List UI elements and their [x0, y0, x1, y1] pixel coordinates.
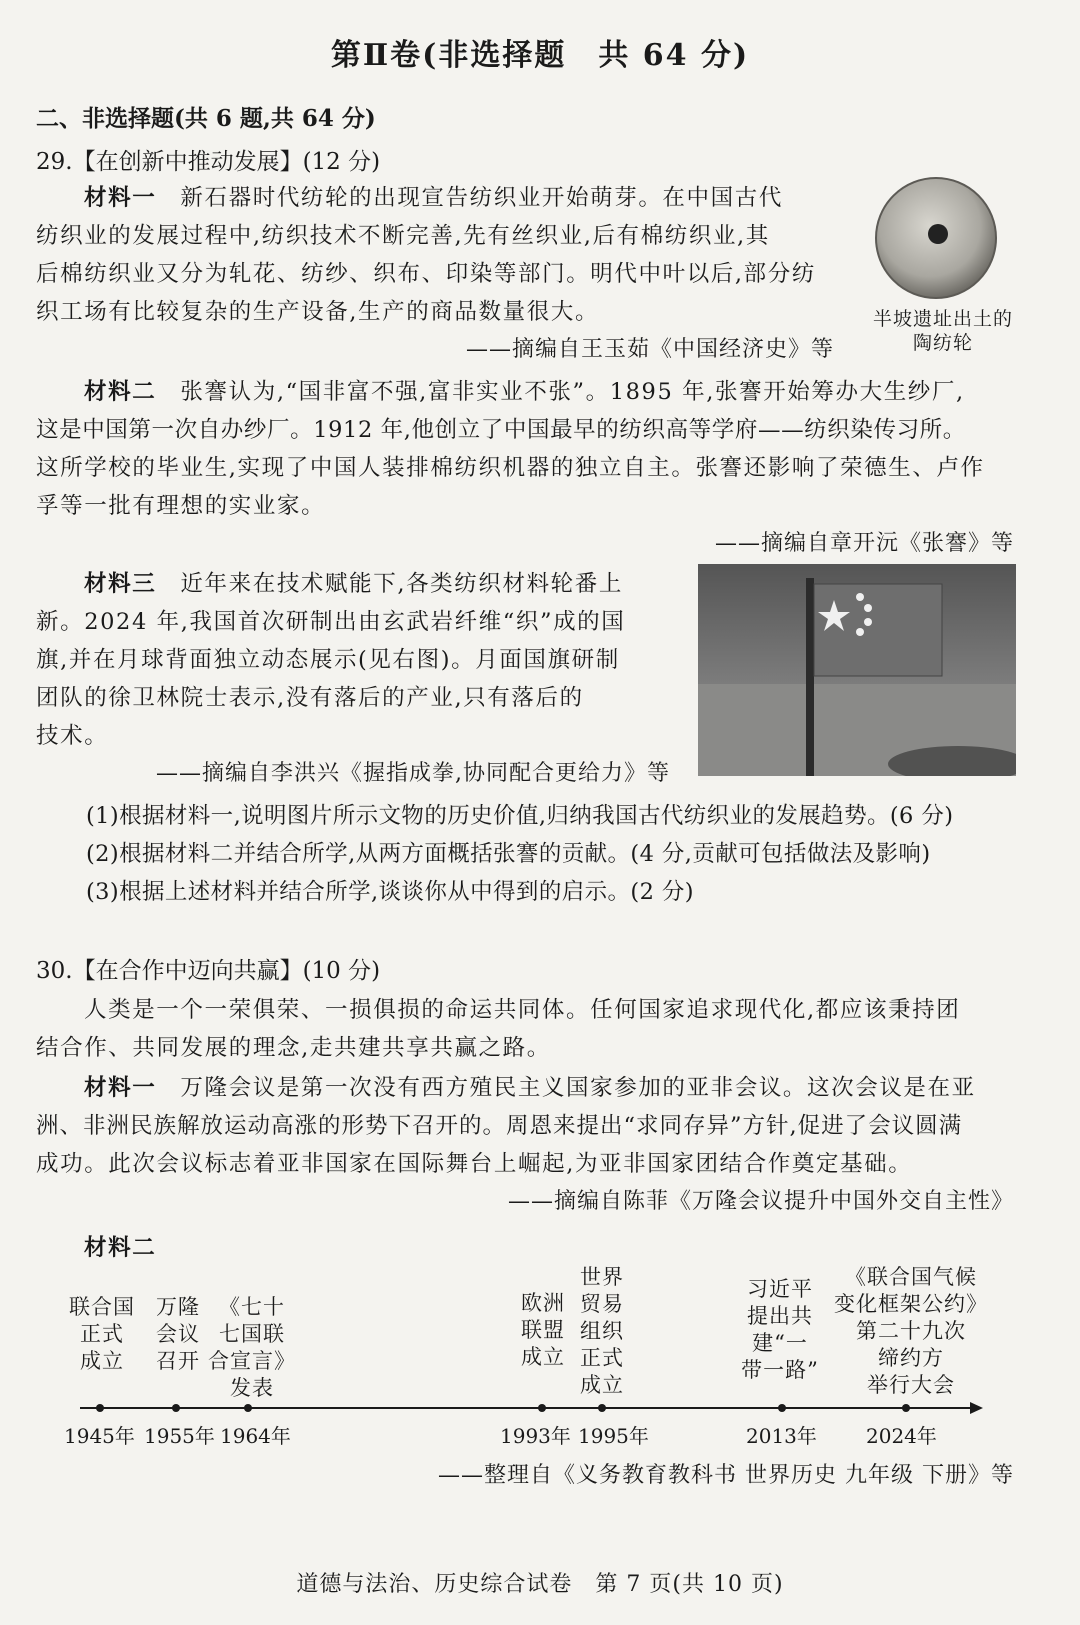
q29-heading: 29.【在创新中推动发展】(12 分) — [36, 149, 381, 175]
q29-m1-line-2: 纺织业的发展过程中,纺织技术不断完善,先有丝织业,后有棉纺织业,其 — [36, 223, 770, 249]
q29-m1-line-4: 织工场有比较复杂的生产设备,生产的商品数量很大。 — [36, 299, 600, 325]
timeline-year: 1995年 — [578, 1424, 649, 1448]
timeline-event: 欧洲 联盟 成立 — [521, 1291, 565, 1369]
section-heading: 二、非选择题(共 6 题,共 64 分) — [36, 105, 376, 132]
timeline-year: 2013年 — [746, 1424, 817, 1448]
q30-m1-label: 材料一 — [84, 1075, 157, 1101]
q29-m3-line-3: 旗,并在月球背面独立动态展示(见右图)。月面国旗研制 — [36, 647, 620, 673]
timeline-year: 1945年 — [64, 1424, 135, 1448]
q29-m3-label: 材料三 — [84, 571, 157, 597]
q29-m3-source: ——摘编自李洪兴《握指成拳,协同配合更给力》等 — [156, 761, 670, 786]
q30-m1-line-1: 材料一 万隆会议是第一次没有西方殖民主义国家参加的亚非会议。这次会议是在亚 — [84, 1075, 976, 1101]
timeline-year: 1964年 — [220, 1424, 291, 1448]
q29-m3-line-1: 材料三 近年来在技术赋能下,各类纺织材料轮番上 — [84, 571, 623, 597]
q29-m2-line-2: 这是中国第一次自办纱厂。1912 年,他创立了中国最早的纺织高等学府——纺织染传习所。 — [36, 417, 966, 443]
q30-m2-label: 材料二 — [84, 1235, 157, 1261]
timeline-year: 2024年 — [866, 1424, 937, 1448]
q29-question-2: (2)根据材料二并结合所学,从两方面概括张謇的贡献。(4 分,贡献可包括做法及影响) — [86, 841, 931, 867]
page-title: 第Ⅱ卷(非选择题 共 64 分) — [330, 38, 750, 73]
q29-m1-line-3: 后棉纺织业又分为轧花、纺纱、织布、印染等部门。明代中叶以后,部分纺 — [36, 261, 816, 287]
timeline-year: 1955年 — [144, 1424, 215, 1448]
q29-m1-label: 材料一 — [84, 185, 157, 211]
q29-m3-line-4: 团队的徐卫林院士表示,没有落后的产业,只有落后的 — [36, 685, 584, 711]
q29-m2-line-3: 这所学校的毕业生,实现了中国人装排棉纺织机器的独立自主。张謇还影响了荣德生、卢作 — [36, 455, 985, 481]
q29-m1-line-1: 材料一 新石器时代纺轮的出现宣告纺织业开始萌芽。在中国古代 — [84, 185, 783, 211]
timeline-event: 《联合国气候 变化框架公约》 第二十九次 缔约方 举行大会 — [834, 1265, 988, 1397]
q29-question-3: (3)根据上述材料并结合所学,谈谈你从中得到的启示。(2 分) — [86, 879, 694, 905]
q29-question-1: (1)根据材料一,说明图片所示文物的历史价值,归纳我国古代纺织业的发展趋势。(6 分) — [86, 803, 954, 829]
q30-m1-line-2: 洲、非洲民族解放运动高涨的形势下召开的。周恩来提出“求同存异”方针,促进了会议圆满 — [36, 1113, 963, 1139]
lunar-flag-photo — [698, 564, 1016, 776]
q30-m1-line-3: 成功。此次会议标志着亚非国家在国际舞台上崛起,为亚非国家团结合作奠定基础。 — [36, 1151, 913, 1177]
timeline-event: 世界 贸易 组织 正式 成立 — [580, 1265, 624, 1397]
timeline-year: 1993年 — [500, 1424, 571, 1448]
q30-intro-line-1: 人类是一个一荣俱荣、一损俱损的命运共同体。任何国家追求现代化,都应该秉持团 — [84, 997, 961, 1023]
image-caption-line-2: 陶纺轮 — [912, 332, 973, 354]
q30-m2-source: ——整理自《义务教育教科书 世界历史 九年级 下册》等 — [438, 1463, 1014, 1488]
timeline-event: 万隆 会议 召开 — [156, 1295, 200, 1373]
timeline-event: 《七十 七国联 合宣言》 发表 — [208, 1295, 296, 1400]
q29-m2-source: ——摘编自章开沅《张謇》等 — [714, 531, 1014, 556]
timeline-event: 联合国 正式 成立 — [69, 1295, 135, 1373]
q29-m2-line-4: 孚等一批有理想的实业家。 — [36, 493, 326, 519]
q30-intro-line-2: 结合作、共同发展的理念,走共建共享共赢之路。 — [36, 1035, 551, 1061]
timeline-event: 习近平 提出共 建“一 带一路” — [741, 1277, 819, 1382]
image-caption-line-1: 半坡遗址出土的 — [872, 308, 1013, 330]
page-footer: 道德与法治、历史综合试卷 第 7 页(共 10 页) — [296, 1572, 784, 1597]
q29-m3-line-5: 技术。 — [36, 723, 109, 749]
q30-m1-source: ——摘编自陈菲《万隆会议提升中国外交自主性》 — [507, 1189, 1014, 1214]
q29-m2-label: 材料二 — [84, 379, 157, 405]
q29-m3-line-2: 新。2024 年,我国首次研制出由玄武岩纤维“织”成的国 — [36, 609, 626, 635]
spindle-whorl-image — [872, 174, 1000, 302]
q29-m2-line-1: 材料二 张謇认为,“国非富不强,富非实业不张”。1895 年,张謇开始筹办大生纱厂, — [84, 379, 965, 405]
q30-heading: 30.【在合作中迈向共赢】(10 分) — [36, 958, 381, 984]
q29-m1-source: ——摘编自王玉茹《中国经济史》等 — [465, 337, 834, 362]
